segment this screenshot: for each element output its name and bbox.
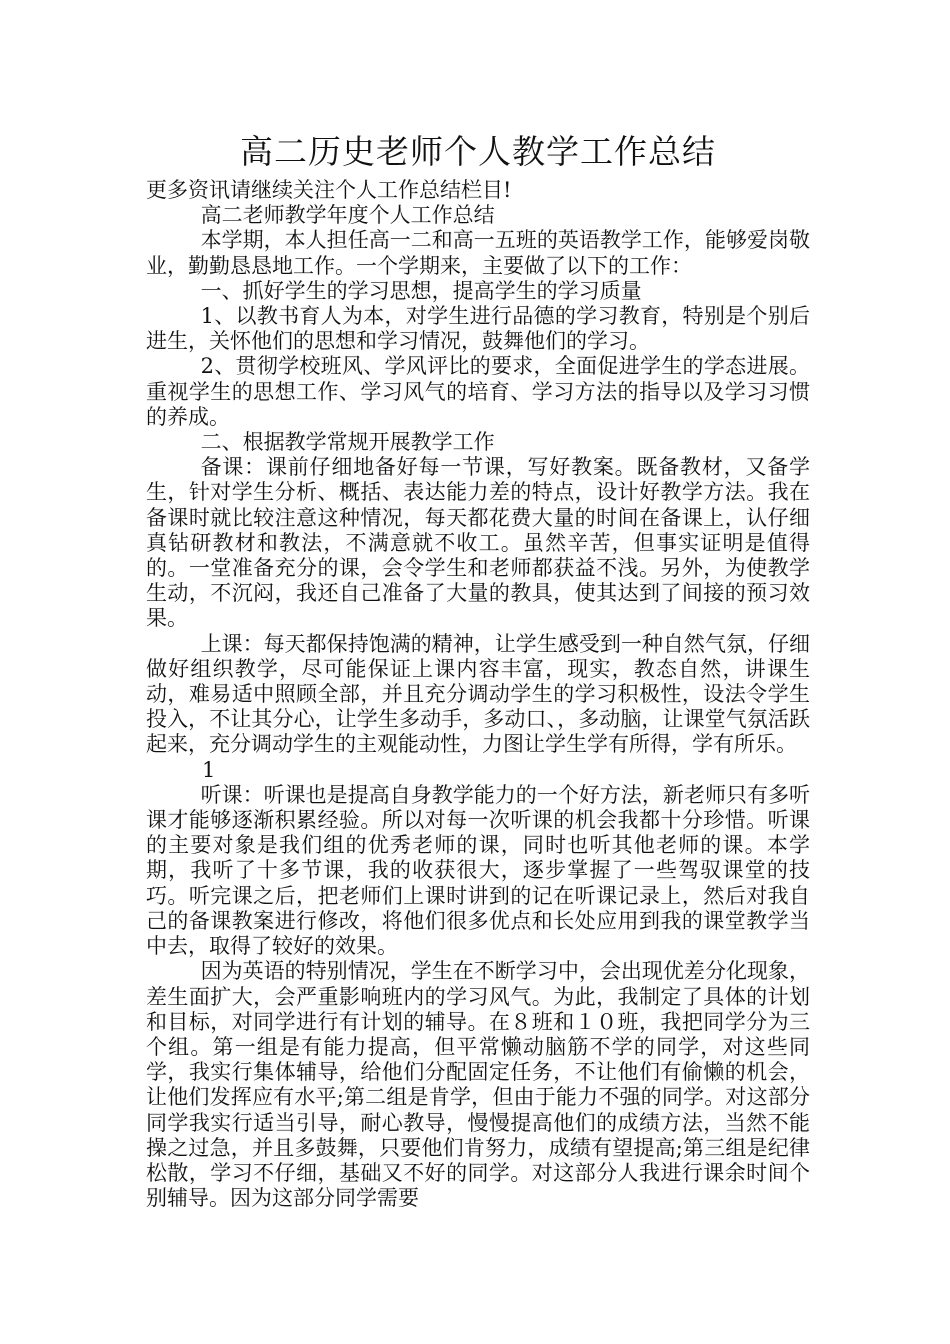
section-heading-2: 二、根据教学常规开展教学工作 [200, 430, 495, 455]
document-page [146, 126, 810, 1211]
intro-line: 更多资讯请继续关注个人工作总结栏目! [146, 178, 512, 202]
paragraph-observation: 听课：听课也是提高自身教学能力的一个好方法，新老师只有多听课才能够逐渐积累经验。所以对每一次听课的机会我都十分珍惜。听课的主要对象是我们组的优秀老师的课，同时也听其他老师的课。本学期，我听了十多节课，我的收获很大，逐步掌握了一些驾驭课堂的技巧。听完课之后，把老师们上课时讲到的记在听课记录上，然后对我自己的备课教案进行修改，将他们很多优点和长处应用到我的课堂教学当中去，取得了较好的效果。 [146, 782, 810, 959]
paragraph-item-1: 1、以教书育人为本，对学生进行品德的学习教育，特别是个别后进生，关怀他们的思想和学习情况，鼓舞他们的学习。 [146, 304, 810, 354]
paragraph-intro: 本学期，本人担任高一二和高一五班的英语教学工作，能够爱岗敬业，勤勤恳恳地工作。一个学期来，主要做了以下的工作： [146, 228, 810, 278]
page-number: 1 [202, 757, 216, 782]
subtitle-line: 高二老师教学年度个人工作总结 [200, 203, 495, 228]
document-title: 高二历史老师个人教学工作总结 [240, 132, 716, 171]
paragraph-teaching: 上课：每天都保持饱满的精神，让学生感受到一种自然气氛，仔细做好组织教学，尽可能保证上课内容丰富，现实，教态自然，讲课生动，难易适中照顾全部，并且充分调动学生的学习积极性，设法令学生投入，不让其分心，让学生多动手，多动口、，多动脑，让课堂气氛活跃起来，充分调动学生的主观能动性，力图让学生学有所得，学有所乐。 [146, 631, 810, 757]
paragraph-item-2: 2、贯彻学校班风、学风评比的要求，全面促进学生的学态进展。重视学生的思想工作、学习风气的培育、学习方法的指导以及学习习惯的养成。 [146, 354, 810, 429]
section-heading-1: 一、抓好学生的学习思想，提高学生的学习质量 [200, 278, 642, 303]
paragraph-lesson-prep: 备课：课前仔细地备好每一节课，写好教案。既备教材，又备学生，针对学生分析、概括、表达能力差的特点，设计好教学方法。我在备课时就比较注意这种情况，每天都花费大量的时间在备课上，认仔细真钻研教材和教法，不满意就不收工。虽然辛苦，但事实证明是值得的。一堂准备充分的课，会令学生和老师都获益不浅。另外，为使教学生动，不沉闷，我还自己准备了大量的教具，使其达到了间接的预习效果。 [146, 455, 810, 631]
paragraph-tutoring: 因为英语的特别情况，学生在不断学习中，会出现优差分化现象，差生面扩大，会严重影响班内的学习风气。为此，我制定了具体的计划和目标，对同学进行有计划的辅导。在８班和１０班，我把同学分为三个组。第一组是有能力提高，但平常懒动脑筋不学的同学，对这些同学，我实行集体辅导，给他们分配固定任务，不让他们有偷懒的机会，让他们发挥应有水平;第二组是肯学，但由于能力不强的同学。对这部分同学我实行适当引导，耐心教导，慢慢提高他们的成绩方法，当然不能操之过急，并且多鼓舞，只要他们肯努力，成绩有望提高;第三组是纪律松散，学习不仔细，基础又不好的同学。对这部分人我进行课余时间个别辅导。因为这部分同学需要 [146, 959, 810, 1211]
